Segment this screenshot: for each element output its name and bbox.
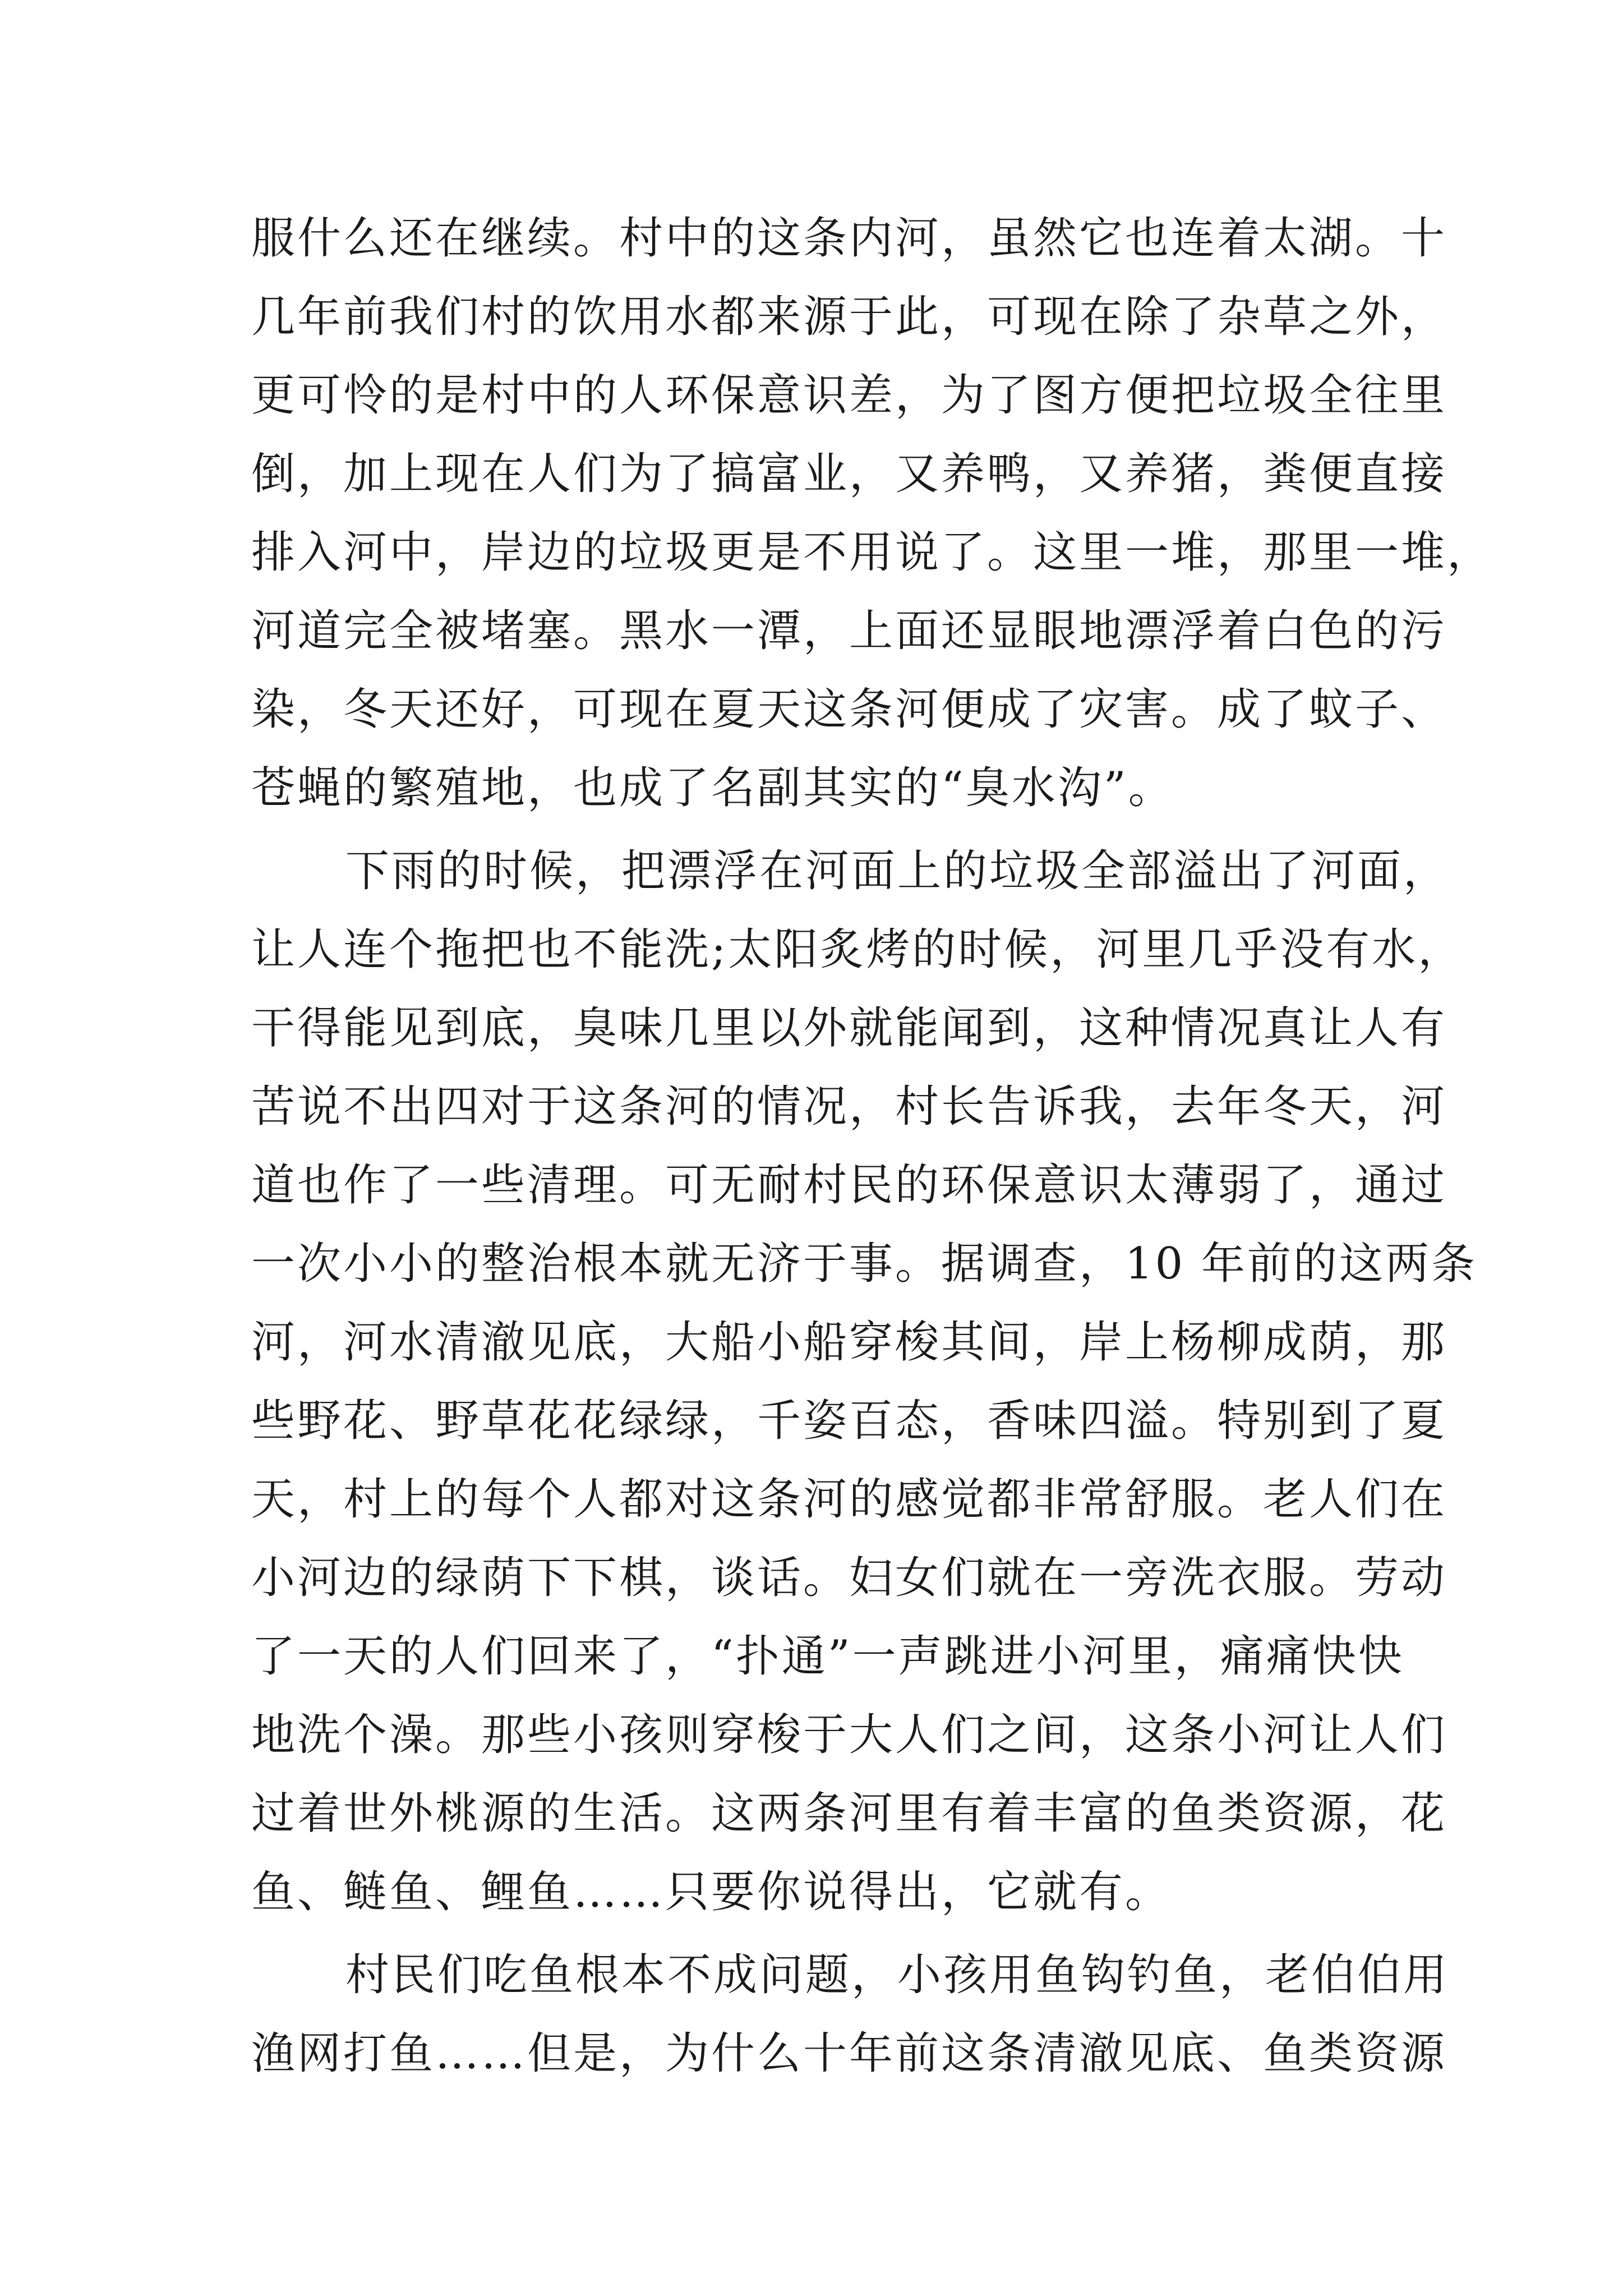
text-line: 村民们吃鱼根本不成问题，小孩用鱼钩钓鱼，老伯伯用 <box>345 1950 1450 2000</box>
text-line: 排入河中，岸边的垃圾更是不用说了。这里一堆，那里一堆， <box>251 527 1493 578</box>
text-line: 过着世外桃源的生活。这两条河里有着丰富的鱼类资源，花 <box>251 1788 1447 1839</box>
paragraph-1 <box>251 199 1493 827</box>
text-line: 地洗个澡。那些小孩则穿梭于大人们之间，这条小河让人们 <box>251 1710 1447 1760</box>
text-line: 让人连个拖把也不能洗;太阳炙烤的时候，河里几乎没有水， <box>251 924 1464 975</box>
paragraph-2 <box>251 832 1478 1931</box>
text-line: 渔网打鱼……但是，为什么十年前这条清澈见底、鱼类资源 <box>251 2028 1447 2079</box>
text-line: 下雨的时候，把漂浮在河面上的垃圾全部溢出了河面， <box>345 846 1450 896</box>
text-line: 河道完全被堵塞。黑水一潭，上面还显眼地漂浮着白色的污 <box>251 606 1447 656</box>
text-line: 鱼、鲢鱼、鲤鱼……只要你说得出，它就有。 <box>251 1867 1172 1917</box>
text-line: 河，河水清澈见底，大船小船穿梭其间，岸上杨柳成荫，那 <box>251 1317 1447 1368</box>
text-line: 了一天的人们回来了，“扑通”一声跳进小河里，痛痛快快 <box>251 1631 1404 1682</box>
text-line: 几年前我们村的饮用水都来源于此，可现在除了杂草之外， <box>251 292 1447 342</box>
text-line: 苍蝇的繁殖地，也成了名副其实的“臭水沟”。 <box>251 763 1174 813</box>
text-line: 一次小小的整治根本就无济于事。据调查，10 年前的这两条 <box>251 1239 1478 1289</box>
text-line: 些野花、野草花花绿绿，千姿百态，香味四溢。特别到了夏 <box>251 1396 1447 1446</box>
text-line: 小河边的绿荫下下棋，谈话。妇女们就在一旁洗衣服。劳动 <box>251 1553 1447 1603</box>
text-line: 天，村上的每个人都对这条河的感觉都非常舒服。老人们在 <box>251 1474 1447 1525</box>
text-line: 染，冬天还好，可现在夏天这条河便成了灾害。成了蚊子、 <box>251 684 1447 735</box>
text-line: 干得能见到底，臭味几里以外就能闻到，这种情况真让人有 <box>251 1003 1447 1053</box>
text-line: 苦说不出四对于这条河的情况，村长告诉我，去年冬天，河 <box>251 1082 1447 1132</box>
text-line: 道也作了一些清理。可无耐村民的环保意识太薄弱了，通过 <box>251 1160 1447 1211</box>
paragraph-3 <box>251 1936 1450 2093</box>
text-line: 倒，加上现在人们为了搞富业，又养鸭，又养猪，粪便直接 <box>251 449 1447 499</box>
text-line: 服什么还在继续。村中的这条内河，虽然它也连着太湖。十 <box>251 213 1447 264</box>
text-line: 更可怜的是村中的人环保意识差，为了图方便把垃圾全往里 <box>251 370 1447 421</box>
body-text <box>251 199 1493 2093</box>
